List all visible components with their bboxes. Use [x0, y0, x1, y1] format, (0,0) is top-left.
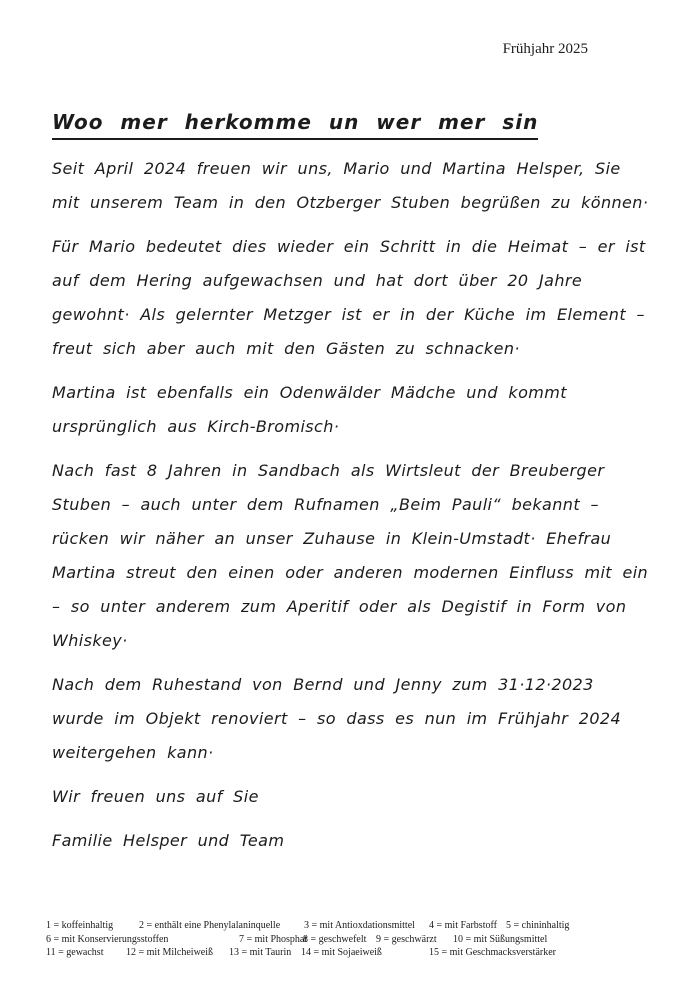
- text-line: Martina streut den einen oder anderen modernen Einfluss mit ein: [52, 563, 649, 582]
- footnote-item: 12 = mit Milcheiweiß: [126, 947, 214, 958]
- text-line: wurde im Objekt renoviert – so dass es nun im Frühjahr 2024: [52, 709, 622, 728]
- text-line: mit unserem Team in den Otzberger Stuben begrüßen zu können·: [52, 193, 649, 212]
- text-line: rücken wir näher an unser Zuhause in Klein-Umstadt· Ehefrau: [52, 529, 612, 548]
- footnote-item: 7 = mit Phosphat: [239, 933, 308, 945]
- text-line: gewohnt· Als gelernter Metzger ist er in der Küche im Element –: [52, 305, 645, 324]
- text-line: Nach fast 8 Jahren in Sandbach als Wirtsleut der Breuberger: [52, 461, 605, 480]
- footnote-item: 6 = mit Konservierungsstoffen: [46, 933, 169, 945]
- footnote-item: 13 = mit Taurin: [229, 947, 292, 958]
- footnote-item: 4 = mit Farbstoff: [429, 920, 497, 931]
- paragraph: [52, 230, 646, 366]
- season-label: Frühjahr 2025: [502, 41, 588, 57]
- text-line: Familie Helsper und Team: [52, 831, 285, 850]
- footnote-row: [46, 946, 684, 960]
- paragraph: [52, 668, 640, 770]
- footnote-item: 9 = geschwärzt: [376, 933, 437, 945]
- footnote-item: 14 = mit Sojaeiweiß: [301, 947, 382, 958]
- footnote-row: [46, 933, 684, 947]
- text-line: Stuben – auch unter dem Rufnamen „Beim Pauli“ bekannt –: [52, 495, 599, 514]
- text-line: auf dem Hering aufgewachsen und hat dort über 20 Jahre: [52, 271, 583, 290]
- footnote-item: 8 = geschwefelt: [303, 933, 367, 945]
- paragraph: [52, 780, 640, 814]
- text-line: Whiskey·: [52, 631, 128, 650]
- text-line: freut sich aber auch mit den Gästen zu schnacken·: [52, 339, 520, 358]
- footnote-row: [46, 919, 684, 933]
- footnote-item: 2 = enthält eine Phenylalaninquelle: [139, 920, 281, 931]
- text-line: Seit April 2024 freuen wir uns, Mario und Martina Helsper, Sie: [52, 159, 621, 178]
- paragraph: [52, 376, 640, 444]
- footnote-item: 5 = chininhaltig: [506, 920, 570, 931]
- page-title: Woo mer herkomme un wer mer sin: [52, 110, 538, 140]
- text-line: weitergehen kann·: [52, 743, 214, 762]
- text-line: Wir freuen uns auf Sie: [52, 787, 259, 806]
- text-line: Martina ist ebenfalls ein Odenwälder Mädche und kommt: [52, 383, 567, 402]
- paragraph: [52, 152, 649, 220]
- paragraph: [52, 824, 640, 858]
- text-line: – so unter anderem zum Aperitif oder als Degistif in Form von: [52, 597, 627, 616]
- footnote-item: 15 = mit Geschmacksverstärker: [429, 947, 556, 958]
- footnote-item: 1 = koffeinhaltig: [46, 920, 114, 931]
- text-line: Nach dem Ruhestand von Bernd und Jenny zum 31·12·2023: [52, 675, 594, 694]
- footnote-item: 10 = mit Süßungsmittel: [453, 933, 548, 945]
- footnote-item: 3 = mit Antioxdationsmittel: [304, 920, 415, 931]
- text-line: ursprünglich aus Kirch-Bromisch·: [52, 417, 340, 436]
- body-text: [52, 152, 649, 858]
- page-header: [0, 0, 700, 58]
- paragraph: [52, 454, 649, 658]
- additives-legend: [46, 919, 684, 960]
- text-line: Für Mario bedeutet dies wieder ein Schritt in die Heimat – er ist: [52, 237, 646, 256]
- footnote-item: 11 = gewachst: [46, 947, 104, 958]
